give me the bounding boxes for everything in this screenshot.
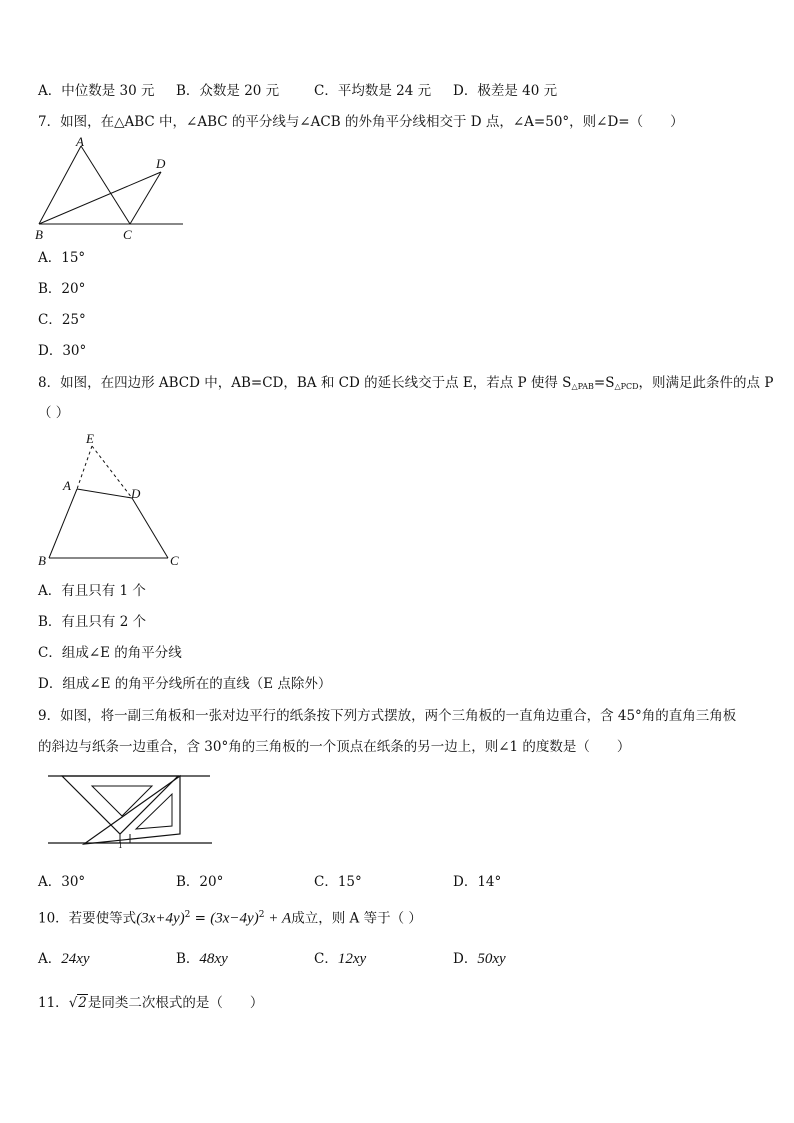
q8-label-d: D	[131, 486, 141, 501]
q7-figure	[30, 132, 190, 244]
q8-figure	[30, 432, 190, 572]
q9-option-a: A．30°	[38, 874, 86, 890]
q8-paren: （ ）	[38, 405, 70, 421]
q8-label-c: C	[170, 553, 179, 568]
q9-stem-line1: 9．如图，将一副三角板和一张对边平行的纸条按下列方式摆放，两个三角板的一直角边重合，含 45°角的直角三角板	[38, 708, 737, 724]
q7-label-c: C	[123, 227, 132, 242]
q7-label-d: D	[156, 156, 166, 171]
q6-option-d: D．极差是 40 元	[453, 83, 558, 99]
q10-option-a: A．24xy	[38, 951, 90, 967]
q10-option-d: D．50xy	[453, 951, 506, 967]
q8-option-c: C．组成∠E 的角平分线	[38, 645, 182, 661]
q8-label-e: E	[86, 432, 94, 446]
q7-label-b: B	[35, 227, 43, 242]
q10-option-c: C．12xy	[314, 951, 367, 967]
q6-option-c: C．平均数是 24 元	[314, 83, 432, 99]
q9-option-b: B．20°	[176, 874, 224, 890]
q7-label-a: A	[76, 134, 84, 149]
q9-option-c: C．15°	[314, 874, 362, 890]
q7-option-b: B．20°	[38, 281, 86, 297]
q8-option-b: B．有且只有 2 个	[38, 614, 147, 630]
q11-stem: 11．√2是同类二次根式的是（ ）	[38, 995, 264, 1011]
q9-stem-line2: 的斜边与纸条一边重合，含 30°角的三角板的一个顶点在纸条的另一边上，则∠1 的度数是（ ）	[38, 739, 631, 755]
q10-stem: 10．若要使等式$(3x+4y)^2 = (3x-4y)^2 + A$成立，则 A 等于（ ）	[38, 910, 422, 927]
q8-label-b: B	[38, 553, 46, 568]
q8-label-a: A	[63, 478, 71, 493]
q7-option-c: C．25°	[38, 312, 86, 328]
q7-option-a: A．15°	[38, 250, 86, 266]
q7-stem: 7．如图，在△ABC 中，∠ABC 的平分线与∠ACB 的外角平分线相交于 D 点，∠A=50°，则∠D=（ ）	[38, 114, 684, 130]
q9-option-d: D．14°	[453, 874, 502, 890]
q6-option-a: A．中位数是 30 元	[38, 83, 155, 99]
q9-figure	[40, 768, 220, 852]
q9-label-1: 1	[118, 840, 123, 850]
q8-option-d: D．组成∠E 的角平分线所在的直线（E 点除外）	[38, 676, 332, 692]
q8-stem: 8．如图，在四边形 ABCD 中，AB=CD，BA 和 CD 的延长线交于点 E，若点 P 使得 $S_{\triangle PAB}=S_{\triangle PCD}$，则满足此条件的点 P	[38, 375, 774, 391]
q10-option-b: B．48xy	[176, 951, 228, 967]
q7-option-d: D．30°	[38, 343, 87, 359]
q6-option-b: B．众数是 20 元	[176, 83, 280, 99]
sqrt-symbol: √	[68, 995, 78, 1011]
q8-option-a: A．有且只有 1 个	[38, 583, 146, 599]
